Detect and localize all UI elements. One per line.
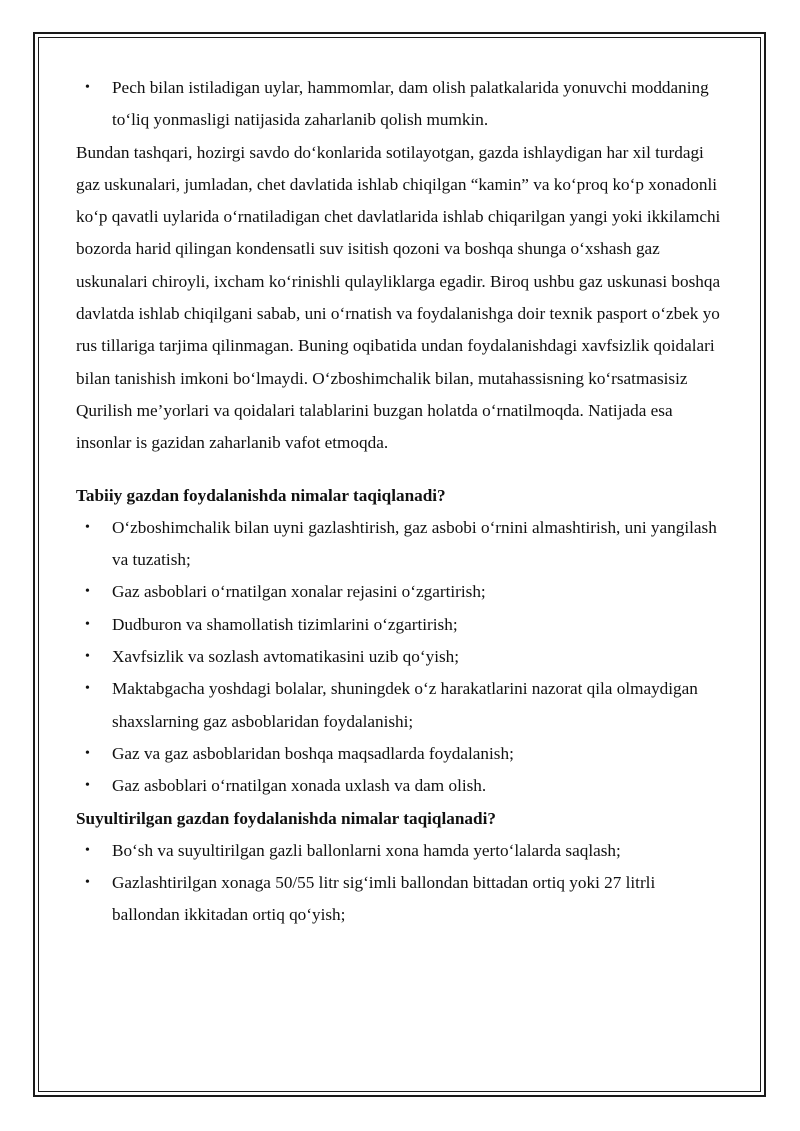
bullet-icon: • [85,681,90,697]
list-item [76,512,726,577]
list-item [76,673,726,738]
list-item [76,72,726,137]
bullet-icon: • [85,875,90,891]
list-item [76,576,726,608]
section-heading-natural-gas: Tabiiy gazdan foydalanishda nimalar taqiqlanadi? [76,485,446,505]
bullet-icon: • [85,745,90,761]
list-item [76,738,726,770]
bullet-icon: • [85,80,90,95]
section-heading-liquefied-gas: Suyultirilgan gazdan foydalanishda nimalar taqiqlanadi? [76,808,496,828]
body-paragraph: Bundan tashqari, hozirgi savdo do‘konlarida sotilayotgan, gazda ishlaydigan har xil turdagi gaz uskunalari, jumladan, chet davlatida ishlab chiqilgan “kamin” va ko‘proq ko‘p xonadonli ko‘p qavatli uylarida o‘rnatiladigan chet davlatlarida ishlab chiqarilgan yangi yoki ikkilamchi bozorda harid qilingan kondensatli suv isitish qozoni va boshqa shunga o‘xshash gaz uskunalari chiroyli, ixcham ko‘rinishli qulayliklarga egadir. Biroq ushbu gaz uskunasi boshqa davlatda ishlab chiqilgani sabab, uni o‘rnatish va foydalanishga doir texnik pasport o‘zbek yo rus tillariga tarjima qilinmagan. Buning oqibatida undan foydalanishdagi xavfsizlik qoidalari bilan tanishish imkoni bo‘lmaydi. O‘zboshimchalik bilan, mutahassisning ko‘rsatmasisiz Qurilish me’yorlari va qoidalari talablarini buzgan holatda o‘rnatilmoqda. Natijada esa insonlar is gazidan zaharlanib vafot etmoqda. [76,142,721,453]
list-item-text: Gaz asboblari o‘rnatilgan xonalar rejasini o‘zgartirish; [112,582,486,602]
bullet-icon: • [85,616,90,632]
list-item-text: Gazlashtirilgan xonaga 50/55 litr sig‘imli ballondan bittadan ortiq yoki 27 litrli ballondan ikkitadan ortiq qo‘yish; [112,873,656,925]
bullet-icon: • [85,649,90,665]
list-item-text: Gaz va gaz asboblaridan boshqa maqsadlarda foydalanish; [112,743,514,763]
bullet-icon: • [85,778,90,794]
liquefied-gas-prohibitions-list [76,835,726,932]
list-item [76,835,726,867]
list-item-text: Bo‘sh va suyultirilgan gazli ballonlarni xona hamda yerto‘lalarda saqlash; [112,840,621,860]
intro-bullet-list [76,72,726,137]
bullet-icon: • [85,519,90,535]
list-item-text: Gaz asboblari o‘rnatilgan xonada uxlash va dam olish. [112,776,487,796]
list-item-text: Maktabgacha yoshdagi bolalar, shuningdek o‘z harakatlarini nazorat qila olmaydigan shaxslarning gaz asboblaridan foydalanishi; [112,679,698,731]
list-item-text: Xavfsizlik va sozlash avtomatikasini uzib qo‘yish; [112,647,460,667]
natural-gas-prohibitions-list [76,512,726,803]
list-item-text: O‘zboshimchalik bilan uyni gazlashtirish, gaz asbobi o‘rnini almashtirish, uni yangilash va tuzatish; [112,517,717,570]
document-body [76,72,726,932]
list-item [76,770,726,802]
list-item [76,867,726,932]
list-item-text: Pech bilan istiladigan uylar, hammomlar, dam olish palatkalarida yonuvchi moddaning to‘liq yonmasligi natijasida zaharlanib qolish mumkin. [112,78,709,130]
list-item [76,641,726,673]
bullet-icon: • [85,842,90,858]
list-item [76,609,726,641]
bullet-icon: • [85,584,90,600]
list-item-text: Dudburon va shamollatish tizimlarini o‘zgartirish; [112,614,458,634]
